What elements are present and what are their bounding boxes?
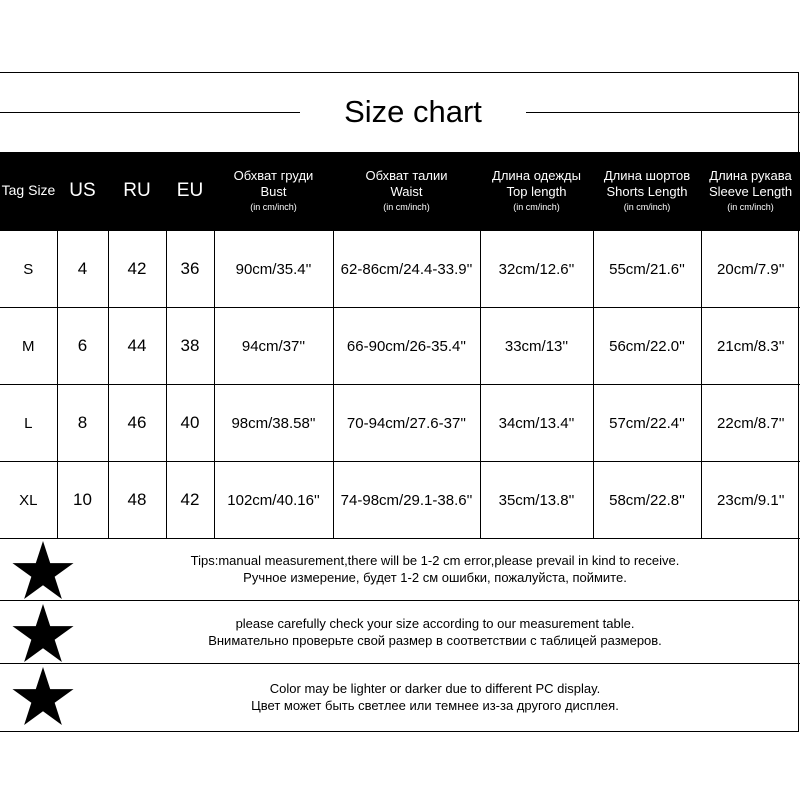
star-icon: [12, 541, 74, 599]
cell-bust: 98cm/38.58'': [214, 385, 333, 462]
cell-bust: 94cm/37'': [214, 308, 333, 385]
cell-ru: 42: [108, 231, 166, 308]
star-icon: [12, 604, 74, 662]
cell-top-length: 33cm/13'': [480, 308, 593, 385]
tip-row: [0, 601, 800, 664]
tip-text: [90, 615, 780, 649]
header-top-length: Длина одежды Top length (in cm/inch): [480, 152, 593, 231]
size-table: [0, 152, 800, 539]
header-waist: Обхват талии Waist (in cm/inch): [333, 152, 480, 231]
tip-text-ru: Ручное измерение, будет 1-2 см ошибки, пожалуйста, поймите.: [243, 570, 627, 585]
cell-eu: 42: [166, 462, 214, 539]
page-title: Size chart: [344, 94, 482, 129]
header-us: US: [57, 152, 108, 231]
tip-text: [90, 680, 780, 714]
cell-tag-size: XL: [0, 462, 57, 539]
cell-us: 4: [57, 231, 108, 308]
cell-bust: 90cm/35.4'': [214, 231, 333, 308]
cell-sleeve-length: 23cm/9.1'': [701, 462, 800, 539]
cell-ru: 46: [108, 385, 166, 462]
header-tag-size: Tag Size: [0, 152, 57, 231]
star-icon: [12, 667, 74, 725]
tip-row: [0, 538, 800, 601]
table-row: [0, 308, 800, 385]
header-ru: RU: [108, 152, 166, 231]
title-area: [0, 72, 800, 152]
cell-waist: 62-86cm/24.4-33.9'': [333, 231, 480, 308]
cell-tag-size: L: [0, 385, 57, 462]
header-bust: Обхват груди Bust (in cm/inch): [214, 152, 333, 231]
cell-us: 6: [57, 308, 108, 385]
cell-bust: 102cm/40.16'': [214, 462, 333, 539]
tip-text: [90, 552, 780, 586]
cell-tag-size: M: [0, 308, 57, 385]
cell-waist: 74-98cm/29.1-38.6'': [333, 462, 480, 539]
table-row: [0, 462, 800, 539]
title-divider-left: [0, 112, 300, 113]
cell-tag-size: S: [0, 231, 57, 308]
table-row: [0, 385, 800, 462]
cell-ru: 44: [108, 308, 166, 385]
cell-top-length: 34cm/13.4'': [480, 385, 593, 462]
cell-eu: 36: [166, 231, 214, 308]
header-eu: EU: [166, 152, 214, 231]
cell-top-length: 35cm/13.8'': [480, 462, 593, 539]
cell-waist: 70-94cm/27.6-37'': [333, 385, 480, 462]
cell-waist: 66-90cm/26-35.4'': [333, 308, 480, 385]
table-row: [0, 231, 800, 308]
cell-ru: 48: [108, 462, 166, 539]
tip-row: [0, 664, 800, 730]
tip-text-en: Color may be lighter or darker due to different PC display.: [269, 681, 601, 696]
cell-sleeve-length: 22cm/8.7'': [701, 385, 800, 462]
header-shorts-length: Длина шортов Shorts Length (in cm/inch): [593, 152, 701, 231]
tip-text-ru: Цвет может быть светлее или темнее из-за другого дисплея.: [251, 698, 619, 713]
header-sleeve-length: Длина рукава Sleeve Length (in cm/inch): [701, 152, 800, 231]
tip-text-en: please carefully check your size according to our measurement table.: [235, 616, 635, 631]
cell-eu: 40: [166, 385, 214, 462]
cell-sleeve-length: 20cm/7.9'': [701, 231, 800, 308]
cell-shorts-length: 56cm/22.0'': [593, 308, 701, 385]
cell-us: 8: [57, 385, 108, 462]
title-divider-right: [526, 112, 800, 113]
cell-shorts-length: 55cm/21.6'': [593, 231, 701, 308]
cell-shorts-length: 57cm/22.4'': [593, 385, 701, 462]
cell-eu: 38: [166, 308, 214, 385]
cell-us: 10: [57, 462, 108, 539]
cell-top-length: 32cm/12.6'': [480, 231, 593, 308]
cell-shorts-length: 58cm/22.8'': [593, 462, 701, 539]
tip-text-en: Tips:manual measurement,there will be 1-2 cm error,please prevail in kind to receive.: [190, 553, 680, 568]
tip-text-ru: Внимательно проверьте свой размер в соответствии с таблицей размеров.: [208, 633, 662, 648]
cell-sleeve-length: 21cm/8.3'': [701, 308, 800, 385]
table-header-row: [0, 152, 800, 231]
tips-section: [0, 538, 800, 730]
